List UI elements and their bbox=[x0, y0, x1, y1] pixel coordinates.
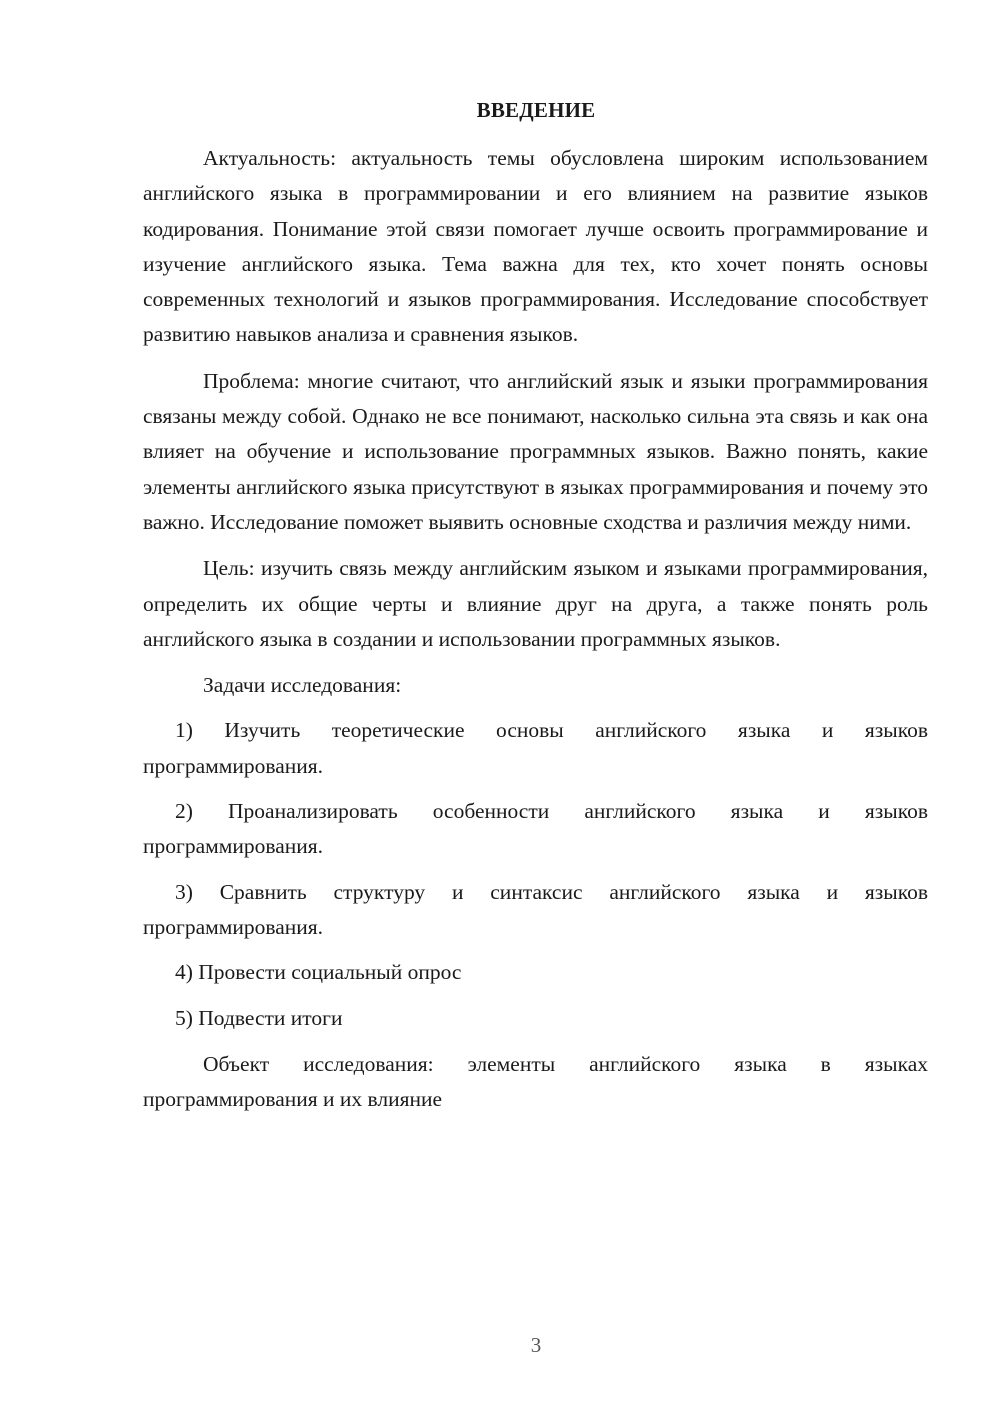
task-item-1: 1) Изучить теоретические основы английского языка и языков программирования. bbox=[143, 718, 928, 778]
task-item-4: 4) Провести социальный опрос bbox=[175, 960, 462, 985]
paragraph-object: Объект исследования: элементы английского языка в языках программирования и их влияние bbox=[143, 1051, 928, 1112]
task-item-3: 3) Сравнить структуру и синтаксис английского языка и языков программирования. bbox=[143, 879, 928, 939]
document-body bbox=[143, 141, 928, 1117]
page-number: 3 bbox=[530, 1333, 542, 1357]
paragraph-goal: Цель: изучить связь между английским языком и языками программирования, определить их общие черты и влияние друг на друга, а также понять роль английского языка в создании и использовании программных языков. bbox=[143, 556, 928, 651]
tasks-heading: Задачи исследования: bbox=[203, 673, 402, 698]
paragraph-problem: Проблема: многие считают, что английский язык и языки программирования связаны между собой. Однако не все понимают, насколько сильна эта связь и как она влияет на обучение и использование программных языков. Важно понять, какие элементы английского языка присутствуют в языках программирования и почему это важно. Исследование поможет выявить основные сходства и различия между ними. bbox=[143, 368, 928, 534]
task-item-2: 2) Проанализировать особенности английского языка и языков программирования. bbox=[143, 799, 928, 859]
page-title: ВВЕДЕНИЕ bbox=[476, 98, 596, 122]
task-item-5: 5) Подвести итоги bbox=[175, 1005, 343, 1030]
paragraph-relevance: Актуальность: актуальность темы обусловлена широким использованием английского языка в программировании и его влиянием на развитие языков кодирования. Понимание этой связи помогает лучше освоить программирование и изучение английского языка. Тема важна для тех, кто хочет понять основы современных технологий и языков программирования. Исследование способствует развитию навыков анализа и сравнения языков. bbox=[143, 146, 928, 347]
